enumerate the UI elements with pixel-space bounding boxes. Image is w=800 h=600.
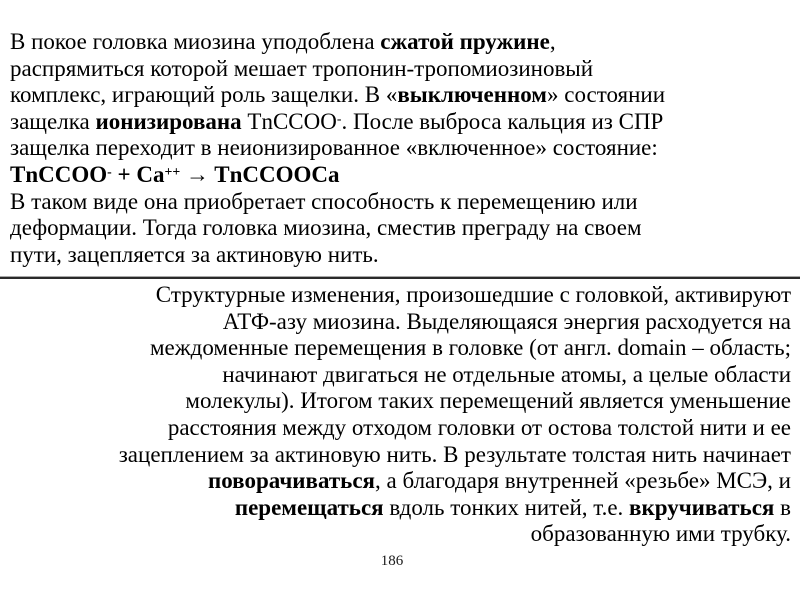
text-segment: защелка переходит в неионизированное «включенное» состояние:	[10, 135, 658, 161]
text-line	[10, 29, 791, 56]
text-segment: пути, зацепляется за актиновую нить.	[10, 241, 379, 267]
text-line	[10, 215, 791, 242]
text-segment: зацеплением за актиновую нить. В результате толстая нить начинает	[118, 441, 791, 467]
text-segment: перемещаться	[234, 494, 384, 520]
text-segment: выключенном	[397, 82, 547, 108]
text-line	[10, 242, 791, 269]
text-segment: В покое головка миозина уподоблена	[10, 29, 381, 54]
text-segment: -	[336, 110, 342, 126]
text-segment: деформации. Тогда головка миозина, сместив преграду на своем	[10, 215, 642, 241]
text-segment: TnCCOO	[10, 161, 108, 187]
text-line	[10, 109, 791, 136]
text-segment: ++	[164, 163, 181, 179]
text-segment: распрямиться которой мешает тропонин-тропомиозиновый	[10, 55, 594, 81]
text-line	[10, 189, 791, 216]
text-line	[10, 442, 791, 469]
text-line	[10, 335, 791, 362]
text-segment: защелка	[10, 108, 96, 134]
text-line	[10, 282, 791, 309]
text-segment: междоменные перемещения в головке (от англ. domain – область;	[150, 335, 791, 361]
text-segment: в	[774, 494, 791, 520]
text-segment: + Ca	[111, 161, 165, 187]
intro-paragraph	[10, 29, 791, 268]
text-line	[10, 415, 791, 442]
text-segment: » состоянии	[546, 82, 666, 108]
text-segment: АТФ-азу миозина. Выделяющаяся энергия расходуется на	[222, 308, 791, 334]
text-segment: вдоль тонких нитей, т.е.	[383, 494, 630, 520]
body-paragraph	[10, 282, 791, 548]
text-segment: → TnCCOOCa	[180, 161, 340, 187]
text-segment: Структурные изменения, произошедшие с головкой, активируют	[155, 282, 791, 307]
text-line	[10, 82, 791, 109]
text-segment: сжатой пружине	[380, 29, 550, 54]
text-line	[10, 468, 791, 495]
text-segment: В таком виде она приобретает способность к перемещению или	[10, 188, 638, 214]
text-segment: ионизирована	[95, 108, 242, 134]
text-segment: . После выброса кальция из СПР	[341, 108, 664, 134]
text-line	[10, 56, 791, 83]
text-segment: поворачиваться	[208, 468, 375, 494]
text-line	[10, 495, 791, 522]
text-line	[10, 135, 791, 162]
text-segment: , а благодаря внутренней «резьбе» МСЭ, и	[374, 468, 791, 494]
text-segment: образованную ими трубку.	[530, 521, 791, 547]
text-segment: молекулы). Итогом таких перемещений является уменьшение	[185, 388, 791, 414]
text-segment: -	[107, 163, 112, 179]
page-number: 186	[380, 553, 404, 569]
text-segment: начинают двигаться не отдельные атомы, а целые области	[222, 361, 791, 387]
text-line	[10, 388, 791, 415]
text-line	[10, 309, 791, 336]
text-line	[10, 521, 791, 548]
text-line	[10, 362, 791, 389]
text-line	[10, 162, 791, 189]
paragraph-divider	[0, 276, 800, 279]
text-segment: расстояния между отходом головки от остова толстой нити и ее	[167, 414, 791, 440]
text-segment: комплекс, играющий роль защелки. В «	[10, 82, 398, 108]
text-segment: ,	[549, 29, 556, 54]
text-segment: TnCCOO	[241, 108, 337, 134]
text-segment: вкручиваться	[629, 494, 775, 520]
